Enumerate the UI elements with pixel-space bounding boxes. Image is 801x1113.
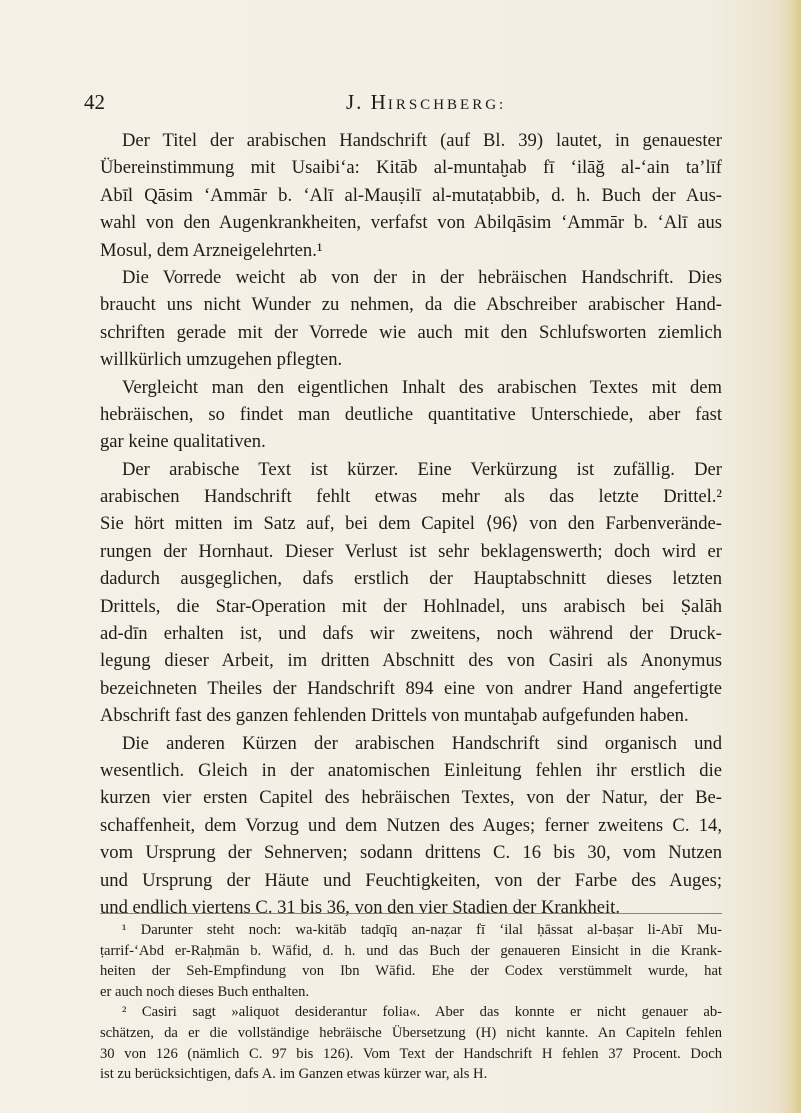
text-line: Übereinstimmung mit Usaibi‘a: Kitāb al-muntaḫab fī ‘ilāğ al-‘ain ta’līf [100, 157, 722, 179]
text-line: willkürlich umzugehen pflegten. [100, 349, 343, 371]
main-text [100, 127, 722, 921]
text-line: vom Ursprung der Sehnerven; sodann drittens C. 16 bis 30, vom Nutzen [100, 842, 722, 864]
text-line: Die anderen Kürzen der arabischen Handschrift sind organisch und [122, 732, 722, 754]
text-line: Der Titel der arabischen Handschrift (auf Bl. 39) lautet, in genauester [122, 130, 722, 151]
footnote-line: heiten der Seh-Empfindung von Ibn Wāfid. Ehe der Codex verstümmelt wurde, hat [100, 963, 722, 980]
footnote-line: 30 von 126 (nämlich C. 97 bis 126). Vom Text der Handschrift H fehlen 37 Procent. Doch [100, 1045, 722, 1062]
text-line: Drittels, die Star-Operation mit der Hohlnadel, uns arabisch bei Ṣalāh [100, 595, 722, 617]
text-line: gar keine qualitativen. [100, 431, 266, 453]
footnote-rule [100, 913, 722, 914]
text-line: dadurch ausgeglichen, dafs erstlich der Hauptabschnitt dieses letzten [100, 568, 722, 590]
text-line: Die Vorrede weicht ab von der in der hebräischen Handschrift. Dies [122, 266, 722, 288]
footnotes [100, 920, 722, 1085]
footnote-line: ¹ Darunter steht noch: wa-kitāb tadqīq an-naẓar fī ‘ilal ḥāssat al-baṣar li-Abī Mu- [122, 922, 722, 938]
text-line: wahl von den Augenkrankheiten, verfafst von Abilqāsim ‘Ammār b. ‘Alī aus [100, 212, 722, 234]
text-line: legung dieser Arbeit, im dritten Abschnitt des von Casiri als Anonymus [100, 650, 722, 672]
page-number: 42 [84, 90, 105, 114]
text-line: bezeichneten Theiles der Handschrift 894 eine von andrer Hand angefertigte [100, 677, 722, 699]
text-line: braucht uns nicht Wunder zu nehmen, da die Abschreiber arabischer Hand- [100, 294, 722, 316]
text-line: Abschrift fast des ganzen fehlenden Drittels von muntaḫab aufgefunden haben. [100, 705, 689, 727]
text-line: schaffenheit, dem Vorzug und dem Nutzen des Auges; ferner zweitens C. 14, [100, 814, 722, 836]
text-line: Abīl Qāsim ‘Ammār b. ‘Alī al-Mauṣilī al-mutaṭabbib, d. h. Buch der Aus- [100, 184, 722, 206]
text-line: und endlich viertens C. 31 bis 36, von den vier Stadien der Krankheit. [100, 896, 620, 918]
text-line: Vergleicht man den eigentlichen Inhalt des arabischen Textes mit dem [122, 376, 722, 398]
footnote-line: ṭarrif-‘Abd er-Raḥmān b. Wāfid, d. h. und das Buch der genaueren Einsicht in die Krank- [100, 942, 722, 959]
footnote-line: schätzen, da er die vollständige hebräische Übersetzung (H) nicht kannte. An Capiteln fehlen [100, 1024, 722, 1041]
page-edge-shading [779, 0, 801, 1113]
text-line: ad-dīn erhalten ist, und dafs wir zweitens, noch während der Druck- [100, 623, 722, 645]
text-line: schriften gerade mit der Vorrede wie auch mit den Schlufsworten ziemlich [100, 321, 722, 343]
running-head [346, 90, 506, 115]
footnote-line: ist zu berücksichtigen, dafs A. im Ganzen etwas kürzer war, als H. [100, 1066, 488, 1083]
page-header [84, 90, 714, 120]
text-line: Sie hört mitten im Satz auf, bei dem Capitel ⟨96⟩ von den Farbenverände- [100, 513, 722, 535]
running-head-rest: IRSCHBERG: [387, 97, 507, 113]
text-line: wesentlich. Gleich in der anatomischen Einleitung fehlen ihr erstlich die [100, 759, 722, 781]
text-line: Der arabische Text ist kürzer. Eine Verkürzung ist zufällig. Der [122, 458, 722, 480]
text-line: rungen der Hornhaut. Dieser Verlust ist sehr beklagenswerth; doch wird er [100, 540, 722, 562]
running-head-initial: J. H [346, 90, 388, 114]
text-line: hebräischen, so findet man deutliche quantitative Unterschiede, aber fast [100, 403, 722, 425]
footnote-line: ² Casiri sagt »aliquot desiderantur folia«. Aber das konnte er nicht genauer ab- [122, 1004, 722, 1021]
text-line: Mosul, dem Arzneigelehrten.¹ [100, 239, 323, 261]
text-line: und Ursprung der Häute und Feuchtigkeiten, von der Farbe des Auges; [100, 869, 722, 891]
text-line: kurzen vier ersten Capitel des hebräischen Textes, von der Natur, der Be- [100, 787, 722, 809]
footnote-line: er auch noch dieses Buch enthalten. [100, 983, 310, 1000]
text-line: arabischen Handschrift fehlt etwas mehr als das letzte Drittel.² [100, 486, 722, 508]
